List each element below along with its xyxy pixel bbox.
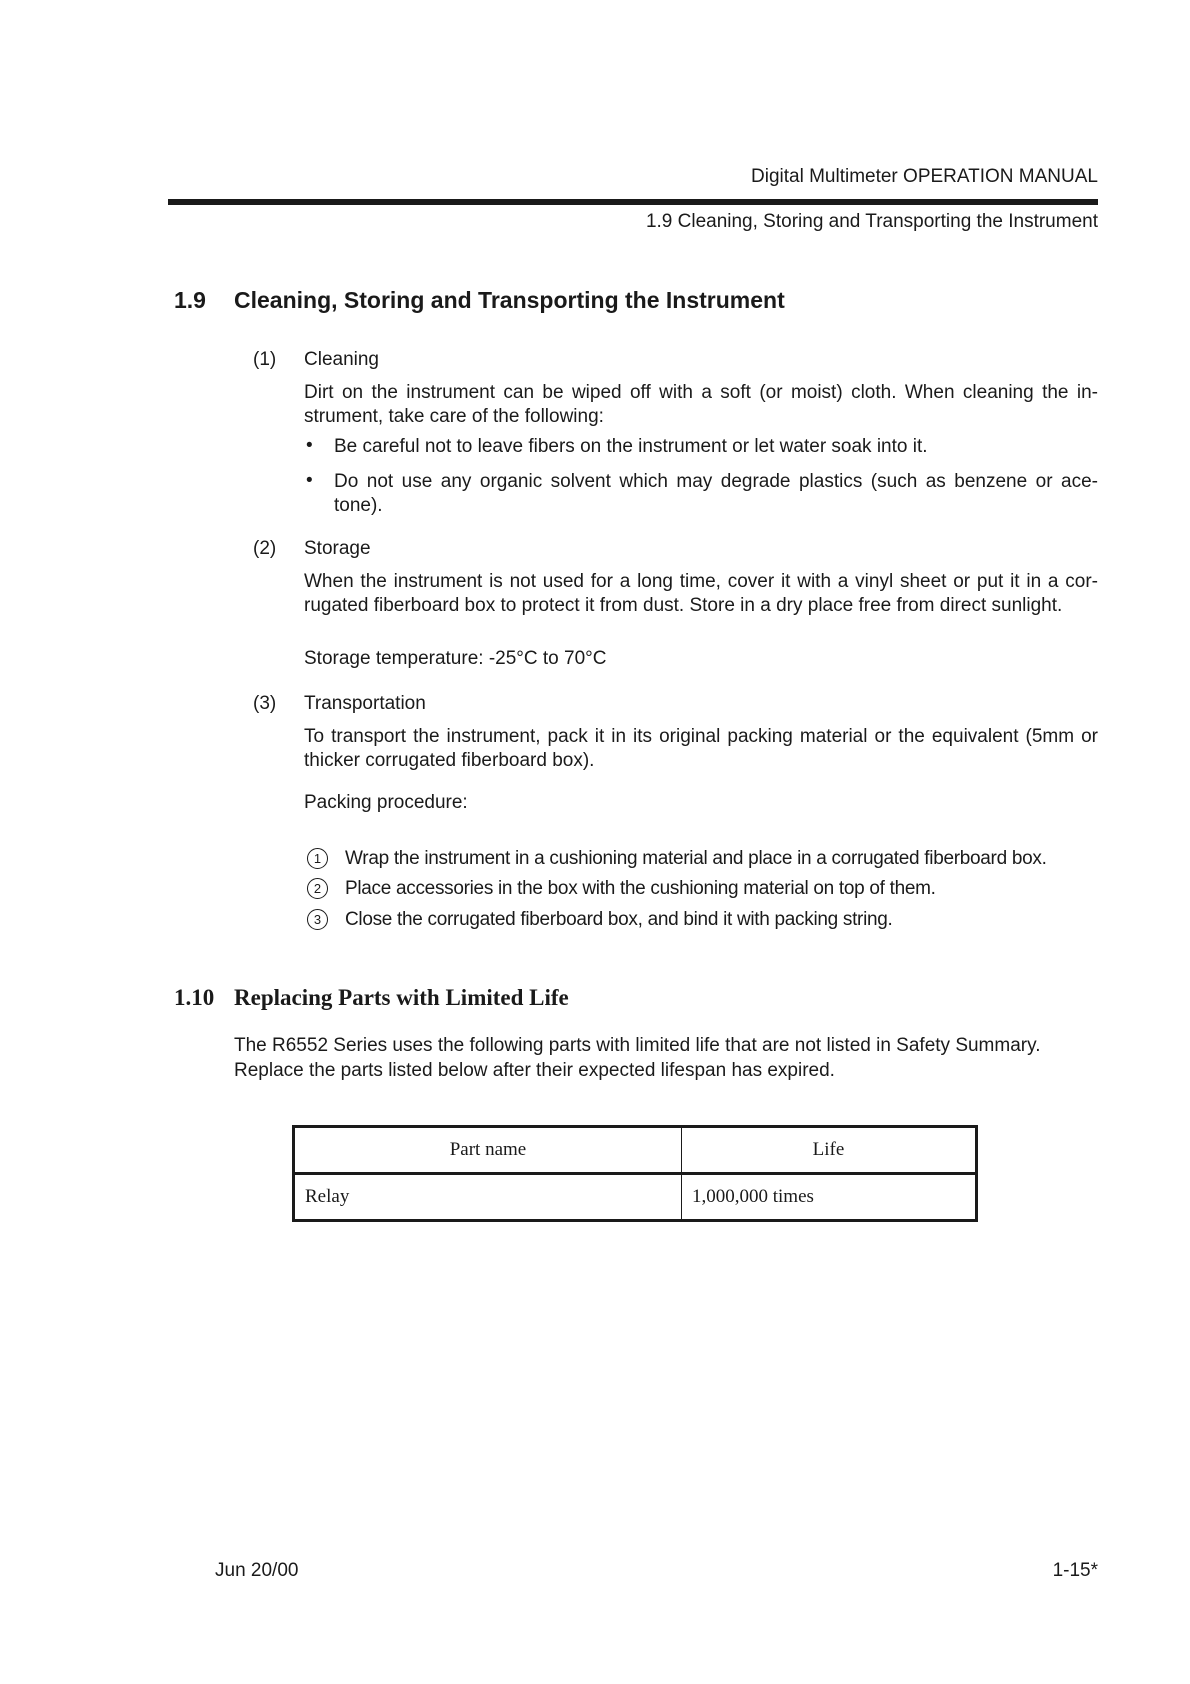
section-title: Cleaning, Storing and Transporting the Instrument [234, 287, 785, 313]
item-title-storage: Storage [304, 538, 371, 559]
table-header-cell: Part name [294, 1127, 682, 1174]
limited-life-table [292, 1125, 978, 1222]
page-number: 1-15* [1052, 1560, 1098, 1581]
step-number-marker: 1 [307, 848, 328, 869]
footer-date: Jun 20/00 [215, 1560, 299, 1581]
cleaning-paragraph: Dirt on the instrument can be wiped off with a soft (or moist) cloth. When cleaning the in-strument, take care of the following: [304, 382, 1098, 427]
step-number-marker: 3 [307, 909, 328, 930]
header-rule [168, 199, 1098, 205]
bullet-item: Be careful not to leave fibers on the instrument or let water soak into it. [334, 436, 928, 457]
item-number-transportation: (3) [253, 693, 277, 714]
section-number: 1.10 [174, 985, 215, 1010]
storage-temperature: Storage temperature: -25°C to 70°C [304, 648, 607, 669]
item-number-cleaning: (1) [253, 349, 277, 370]
bullet-marker: • [306, 470, 313, 491]
section-number: 1.9 [174, 287, 206, 313]
item-title-cleaning: Cleaning [304, 349, 379, 370]
packing-step: Close the corrugated fiberboard box, and bind it with packing string. [345, 909, 893, 930]
table-header-cell: Life [682, 1127, 977, 1174]
bullet-marker: • [306, 435, 313, 456]
limited-life-paragraph: The R6552 Series uses the following parts with limited life that are not listed in Safety Summary. Replace the parts listed below after their expected lifespan has expired. [234, 1035, 1041, 1081]
table-row [294, 1174, 977, 1221]
section-title: Replacing Parts with Limited Life [234, 985, 569, 1010]
packing-step: Wrap the instrument in a cushioning material and place in a corrugated fiberboard box. [345, 848, 1047, 869]
table-cell: Relay [294, 1174, 682, 1221]
packing-procedure-label: Packing procedure: [304, 792, 468, 813]
transportation-paragraph: To transport the instrument, pack it in its original packing material or the equivalent (5mm or thicker corrugated fiberboard box). [304, 726, 1098, 771]
item-title-transportation: Transportation [304, 693, 426, 714]
storage-paragraph: When the instrument is not used for a long time, cover it with a vinyl sheet or put it in a cor-rugated fiberboard box to protect it from dust. Store in a dry place free from direct sunlight. [304, 571, 1098, 616]
table-header-row [294, 1127, 977, 1174]
bullet-item: Do not use any organic solvent which may degrade plastics (such as benzene or ace-tone). [334, 471, 1098, 516]
step-number-marker: 2 [307, 878, 328, 899]
packing-step: Place accessories in the box with the cushioning material on top of them. [345, 878, 936, 899]
table-cell: 1,000,000 times [682, 1174, 977, 1221]
running-header-title: Digital Multimeter OPERATION MANUAL [751, 166, 1098, 187]
running-header-subtitle: 1.9 Cleaning, Storing and Transporting the Instrument [645, 211, 1098, 232]
item-number-storage: (2) [253, 538, 277, 559]
